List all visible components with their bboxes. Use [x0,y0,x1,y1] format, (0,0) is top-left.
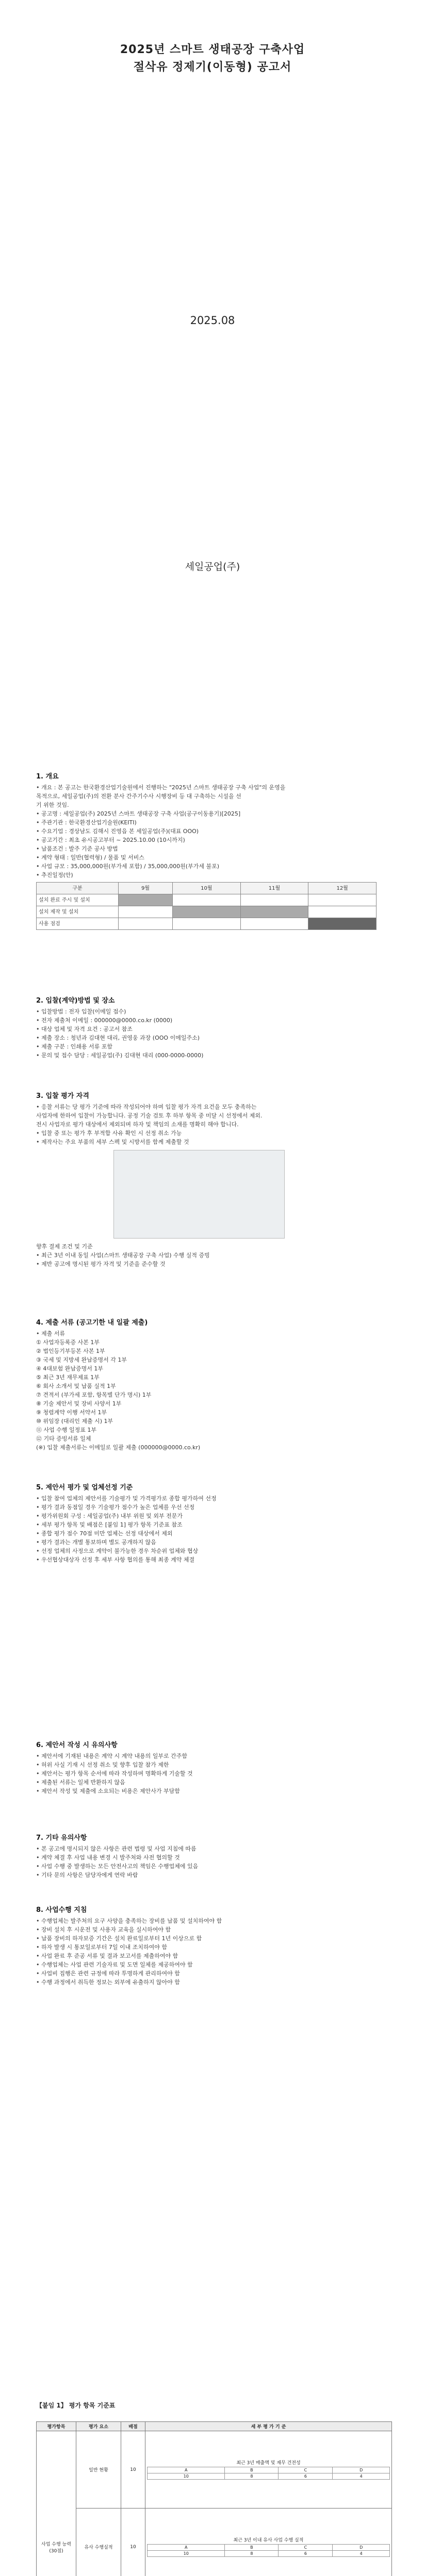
text-line: • 납품조건 : 발주 기준 공사 방법 [36,845,118,852]
schedule-row-label: 사용 점검 [37,918,119,930]
evaluation-table-1 [36,2421,392,2576]
schedule-cell [240,918,308,930]
text-line: • 공고명 : 세일공업(주) 2025년 스마트 생태공장 구축 사업(공구이동용기)[2025] [36,810,241,817]
text-line: • 선정 업체의 사정으로 계약이 불가능한 경우 차순위 업체와 협상 [36,1548,199,1554]
grade-point: 8 [225,2473,279,2479]
text-line: • 개요 : 본 공고는 한국환경산업기술원에서 진행하는 "2025년 스마트 생태공장 구축 사업"의 운영을 [36,784,286,791]
eval-score: 10 [121,2431,145,2509]
schedule-bar [119,894,173,906]
text-line: 기 위한 것임. [36,802,69,808]
attachment-title: 【붙임 1】 평가 항목 기준표 [36,2402,116,2409]
grade-point: 6 [279,2550,333,2556]
grade: B [225,2467,279,2473]
text-line: • 공고기간 : 최초 유시공고부터 ~ 2025.10.00 (10시까지) [36,837,185,843]
text-line: (※) 입찰 제출서류는 이메일로 일괄 제출 (000000@0000.co.kr) [36,1444,201,1451]
section-heading: 5. 제안서 평가 및 업체선정 기준 [36,1484,133,1492]
text-line: • 제출 장소 : 청년과 김대현 대리, 권영웅 과장 (OOO 이메일주소) [36,1035,200,1041]
text-line: • 제출 구분 : 인쇄용 서류 포함 [36,1043,113,1050]
text-line: • 수요기업 : 경상남도 김해시 진영읍 본 세일공업(주)(대표 OOO) [36,828,199,835]
text-line: ⑧ 기술 제안서 및 장비 사양서 1부 [36,1400,122,1407]
section-proposal-notes [36,1741,392,1796]
text-line: • 하자 발생 시 통보일로부터 7일 이내 조치하여야 함 [36,1944,167,1951]
text-line: • 최근 3년 이내 동일 사업(스마트 생태공장 구축 사업) 수행 실적 증빙 [36,1252,210,1259]
text-line: • 제반 공고에 명시된 평가 자격 및 기준을 준수할 것 [36,1261,166,1267]
text-line: ⑤ 최근 3년 재무제표 1부 [36,1374,100,1381]
text-line: • 사업 수행 중 발생하는 모든 안전사고의 책임은 수행업체에 있음 [36,1863,199,1870]
text-line: • 문의 및 접수 담당 : 세일공업(주) 김대현 대리 (000-0000-0000) [36,1052,204,1059]
grade-point: 10 [148,2473,225,2479]
section-heading: 4. 제출 서류 (공고기한 내 일괄 제출) [36,1319,148,1327]
schedule-cell [119,918,173,930]
text-line: ④ 4대보험 완납증명서 1부 [36,1365,103,1372]
text-line: • 허위 사실 기재 시 선정 취소 및 향후 입찰 참가 제한 [36,1761,169,1768]
schedule-bar [308,918,377,930]
section-heading: 8. 사업수행 지침 [36,1906,87,1914]
section-heading: 7. 기타 유의사항 [36,1834,87,1842]
text-line: • 제안서 작성 및 제출에 소요되는 비용은 제안사가 부담함 [36,1788,180,1794]
grade: B [225,2544,279,2550]
eval-header: 평가 요소 [76,2422,121,2431]
equipment-image [113,1150,285,1239]
title-line-1: 2025년 스마트 생태공장 구축사업 [120,43,305,56]
section-other-notes [36,1834,392,1880]
grade-point: 8 [225,2550,279,2556]
section-guidelines [36,1906,392,1987]
schedule-cell [240,894,308,906]
text-line: ① 사업자등록증 사본 1부 [36,1339,100,1346]
text-line: • 납품 장비의 하자보증 기간은 설치 완료일로부터 1년 이상으로 함 [36,1935,202,1942]
text-line: ② 법인등기부등본 사본 1부 [36,1348,105,1354]
text-line: • 사업 완료 후 준공 서류 및 결과 보고서를 제출하여야 함 [36,1953,178,1959]
grade: D [333,2467,390,2473]
eval-desc: 최근 3년 이내 유사 사업 수행 실적 [233,2537,304,2543]
grade-point: 4 [333,2550,390,2556]
grade-table [147,2544,390,2557]
text-line: • 제출 서류 [36,1330,65,1337]
grade: A [148,2467,225,2473]
text-line: ⑩ 위임장 (대리인 제출 시) 1부 [36,1418,113,1425]
schedule-header: 11월 [240,883,308,894]
text-line: • 수행업체는 사업 관련 기술자료 및 도면 일체를 제공하여야 함 [36,1961,193,1968]
eval-item: 유사 수행실적 [76,2509,121,2576]
eval-desc: 최근 3년 매출액 및 재무 건전성 [236,2460,301,2466]
schedule-header: 9월 [119,883,173,894]
text-line: • 추진일정(안) [36,872,73,878]
text-line: • 수행업체는 발주처의 요구 사양을 충족하는 장비를 납품 및 설치하여야 함 [36,1918,222,1924]
text-line: • 제출된 서류는 일체 반환하지 않음 [36,1779,125,1786]
text-line: • 응찰 서류는 당 평가 기준에 따라 작성되어야 하며 입찰 평가 자격 요건을 모두 충족하는 [36,1104,257,1110]
section-heading: 1. 개요 [36,773,59,781]
section-qualification [36,1092,392,1269]
text-line: • 평가위원회 구성 : 세일공업(주) 내부 위원 및 외부 전문가 [36,1513,183,1519]
grade: A [148,2544,225,2550]
text-line: 목적으로, 세일공업(주)의 전환 분사 간주기수사 시행장비 등 대 구축하는 시설을 선 [36,793,241,800]
text-line: ⑫ 기타 증빙서류 일체 [36,1435,91,1442]
text-line: • 우선협상대상자 선정 후 세부 사항 협의를 통해 최종 계약 체결 [36,1556,195,1563]
document-title [0,41,425,76]
eval-criteria [145,2431,392,2509]
schedule-row-label: 설치 제작 및 설치 [37,906,119,918]
eval-header: 배점 [121,2422,145,2431]
text-line: • 본 공고에 명시되지 않은 사항은 관련 법령 및 사업 지침에 따름 [36,1845,197,1852]
text-line: 전시 사업자로 평가 대상에서 제외되며 하자 및 책임의 소재를 명확히 해야 합니다. [36,1121,239,1128]
schedule-cell [172,894,240,906]
text-line: • 제안서에 기재된 내용은 계약 시 계약 내용의 일부로 간주함 [36,1753,187,1759]
text-line: • 종합 평가 점수 70점 미만 업체는 선정 대상에서 제외 [36,1530,173,1537]
text-line: • 전자 제출처 이메일 : 000000@0000.co.kr (0000) [36,1017,173,1024]
section-heading: 3. 입찰 평가 자격 [36,1092,89,1100]
text-line: 사업자에 한하여 입찰이 가능합니다. 공정 기술 검토 후 하부 항목 중 미달 시 선정에서 제외. [36,1112,263,1119]
schedule-header: 12월 [308,883,377,894]
text-line: • 평가 결과 동점일 경우 기술평가 점수가 높은 업체를 우선 선정 [36,1504,195,1511]
schedule-header: 구분 [37,883,119,894]
text-line: 향후 결제 조건 및 기준 [36,1243,93,1250]
text-line: • 입찰 중 또는 평가 후 부적합 사유 확인 시 선정 취소 가능 [36,1130,182,1137]
section-heading: 2. 입찰(계약)방법 및 장소 [36,997,115,1005]
schedule-row-label: 설치 완료 주시 및 설치 [37,894,119,906]
schedule-bar [172,906,240,918]
section-evaluation [36,1484,392,1565]
text-line: • 입찰 참여 업체의 제안서를 기술평가 및 가격평가로 종합 평가하여 선정 [36,1495,217,1502]
title-line-2: 절삭유 정제기(이동형) 공고서 [133,61,292,74]
text-line: • 계약 체결 후 사업 내용 변경 시 발주처와 사전 협의할 것 [36,1854,180,1861]
grade: D [333,2544,390,2550]
eval-header: 평가항목 [37,2422,76,2431]
grade-point: 10 [148,2550,225,2556]
eval-item: 일반 현황 [76,2431,121,2509]
document-date: 2025.08 [190,314,235,327]
grade: C [279,2467,333,2473]
text-line: • 입찰방법 : 전자 입찰(이메일 접수) [36,1008,126,1015]
schedule-cell [308,906,377,918]
text-line: ③ 국세 및 지방세 완납증명서 각 1부 [36,1357,127,1363]
grade: C [279,2544,333,2550]
text-line: • 사업비 집행은 관련 규정에 따라 투명하게 관리하여야 함 [36,1970,180,1977]
eval-criteria [145,2509,392,2576]
grade-point: 4 [333,2473,390,2479]
section-overview [36,773,392,930]
text-line: • 제작사는 주요 부품의 세부 스펙 및 시방서를 함께 제출할 것 [36,1139,189,1145]
schedule-cell [172,918,240,930]
grade-table [147,2467,390,2480]
text-line: • 계약 형태 : 일반(협력형) / 물품 및 서비스 [36,854,144,861]
company-name: 세일공업(주) [185,561,240,572]
text-line: ⑨ 청렴계약 이행 서약서 1부 [36,1409,107,1416]
eval-category: 사업 수행 능력 (30점) [37,2431,76,2576]
schedule-cell [308,894,377,906]
schedule-table [36,882,377,930]
section-documents [36,1319,392,1452]
text-line: • 장비 설치 후 시운전 및 사용자 교육을 실시하여야 함 [36,1926,171,1933]
section-bidding [36,997,392,1060]
text-line: • 평가 결과는 개별 통보하며 별도 공개하지 않음 [36,1539,156,1546]
grade-point: 6 [279,2473,333,2479]
eval-header: 세 부 평 가 기 준 [145,2422,392,2431]
text-line: • 사업 규모 : 35,000,000원(부가세 포함) / 35,000,000원(부가세 불포) [36,863,220,870]
eval-score: 10 [121,2509,145,2576]
text-line: • 세부 평가 항목 및 배점은 [붙임 1] 평가 항목 기준표 참조 [36,1521,183,1528]
text-line: • 기타 문의 사항은 담당자에게 연락 바람 [36,1872,138,1878]
schedule-bar [240,906,308,918]
text-line: ⑪ 사업 수행 일정표 1부 [36,1427,96,1433]
text-line: • 주관기관 : 한국환경산업기술원(KEITI) [36,819,137,826]
text-line: • 수행 과정에서 취득한 정보는 외부에 유출하지 않아야 함 [36,1979,180,1986]
schedule-header: 10월 [172,883,240,894]
text-line: • 대상 업체 및 자격 요건 : 공고서 참조 [36,1026,133,1032]
text-line: ⑦ 견적서 (부가세 포함, 항목별 단가 명시) 1부 [36,1392,152,1398]
text-line: ⑥ 회사 소개서 및 납품 실적 1부 [36,1383,116,1389]
schedule-cell [119,906,173,918]
text-line: • 제안서는 평가 항목 순서에 따라 작성하며 명확하게 기술할 것 [36,1770,193,1777]
section-heading: 6. 제안서 작성 시 유의사항 [36,1741,118,1749]
